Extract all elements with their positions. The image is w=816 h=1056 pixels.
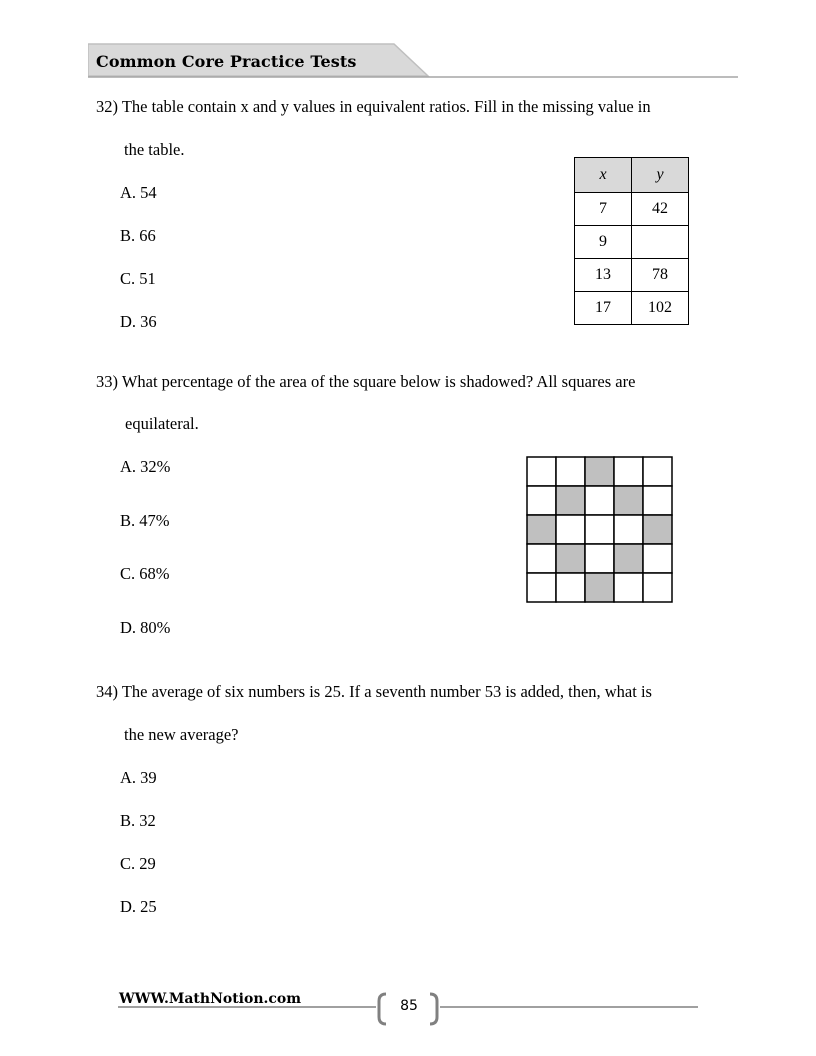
grid-cell [556, 457, 585, 486]
table-cell: 7 [575, 193, 632, 226]
table-cell: 102 [632, 292, 689, 325]
question-34-text: 34) The average of six numbers is 25. If a seventh number 53 is added, then, what is [96, 682, 652, 701]
grid-cell-shaded [614, 544, 643, 573]
question-32-continuation: the table. [124, 140, 185, 159]
grid-cell [527, 486, 556, 515]
grid-cell [527, 573, 556, 602]
option-33-b[interactable]: B. 47% [120, 511, 170, 530]
grid-cell [527, 457, 556, 486]
header-title: Common Core Practice Tests [96, 52, 357, 71]
option-32-b[interactable]: B. 66 [120, 226, 156, 245]
grid-cell [585, 515, 614, 544]
grid-cell-shaded [556, 486, 585, 515]
option-33-d[interactable]: D. 80% [120, 618, 171, 637]
question-33-continuation: equilateral. [125, 414, 199, 433]
grid-cell [643, 573, 672, 602]
table-cell: 42 [632, 193, 689, 226]
grid-cell [643, 486, 672, 515]
option-32-d[interactable]: D. 36 [120, 312, 157, 331]
table-cell: 17 [575, 292, 632, 325]
grid-cell [585, 544, 614, 573]
table-cell-missing [632, 226, 689, 259]
table-header-y: y [632, 158, 689, 193]
footer-website[interactable]: WWW.MathNotion.com [119, 991, 302, 1007]
table-cell: 13 [575, 259, 632, 292]
table-header-row [575, 158, 689, 193]
grid-cell [643, 457, 672, 486]
table-row [575, 226, 689, 259]
option-34-b[interactable]: B. 32 [120, 811, 156, 830]
grid-cell-shaded [527, 515, 556, 544]
table-row [575, 292, 689, 325]
grid-cell [614, 515, 643, 544]
table-cell: 78 [632, 259, 689, 292]
grid-cell [643, 544, 672, 573]
grid-cell-shaded [643, 515, 672, 544]
grid-cell [614, 573, 643, 602]
grid-cell-shaded [585, 457, 614, 486]
ratio-table [574, 157, 689, 325]
question-34-continuation: the new average? [124, 725, 239, 744]
question-33-text: 33) What percentage of the area of the square below is shadowed? All squares are [96, 372, 636, 391]
grid-cell [614, 457, 643, 486]
page-number: 85 [400, 998, 418, 1014]
grid-cell-shaded [556, 544, 585, 573]
table-row [575, 193, 689, 226]
option-32-c[interactable]: C. 51 [120, 269, 156, 288]
option-33-c[interactable]: C. 68% [120, 564, 170, 583]
table-row [575, 259, 689, 292]
square-grid [526, 456, 674, 606]
option-32-a[interactable]: A. 54 [120, 183, 157, 202]
table-cell: 9 [575, 226, 632, 259]
header-rule [88, 75, 740, 79]
option-34-d[interactable]: D. 25 [120, 897, 157, 916]
option-34-c[interactable]: C. 29 [120, 854, 156, 873]
grid-cell [556, 515, 585, 544]
grid-cell-shaded [614, 486, 643, 515]
grid-cell [585, 486, 614, 515]
grid-cell [556, 573, 585, 602]
option-34-a[interactable]: A. 39 [120, 768, 157, 787]
grid-cell-shaded [585, 573, 614, 602]
option-33-a[interactable]: A. 32% [120, 457, 171, 476]
grid-cell [527, 544, 556, 573]
question-32-text: 32) The table contain x and y values in equivalent ratios. Fill in the missing value in [96, 97, 651, 116]
table-header-x: x [575, 158, 632, 193]
